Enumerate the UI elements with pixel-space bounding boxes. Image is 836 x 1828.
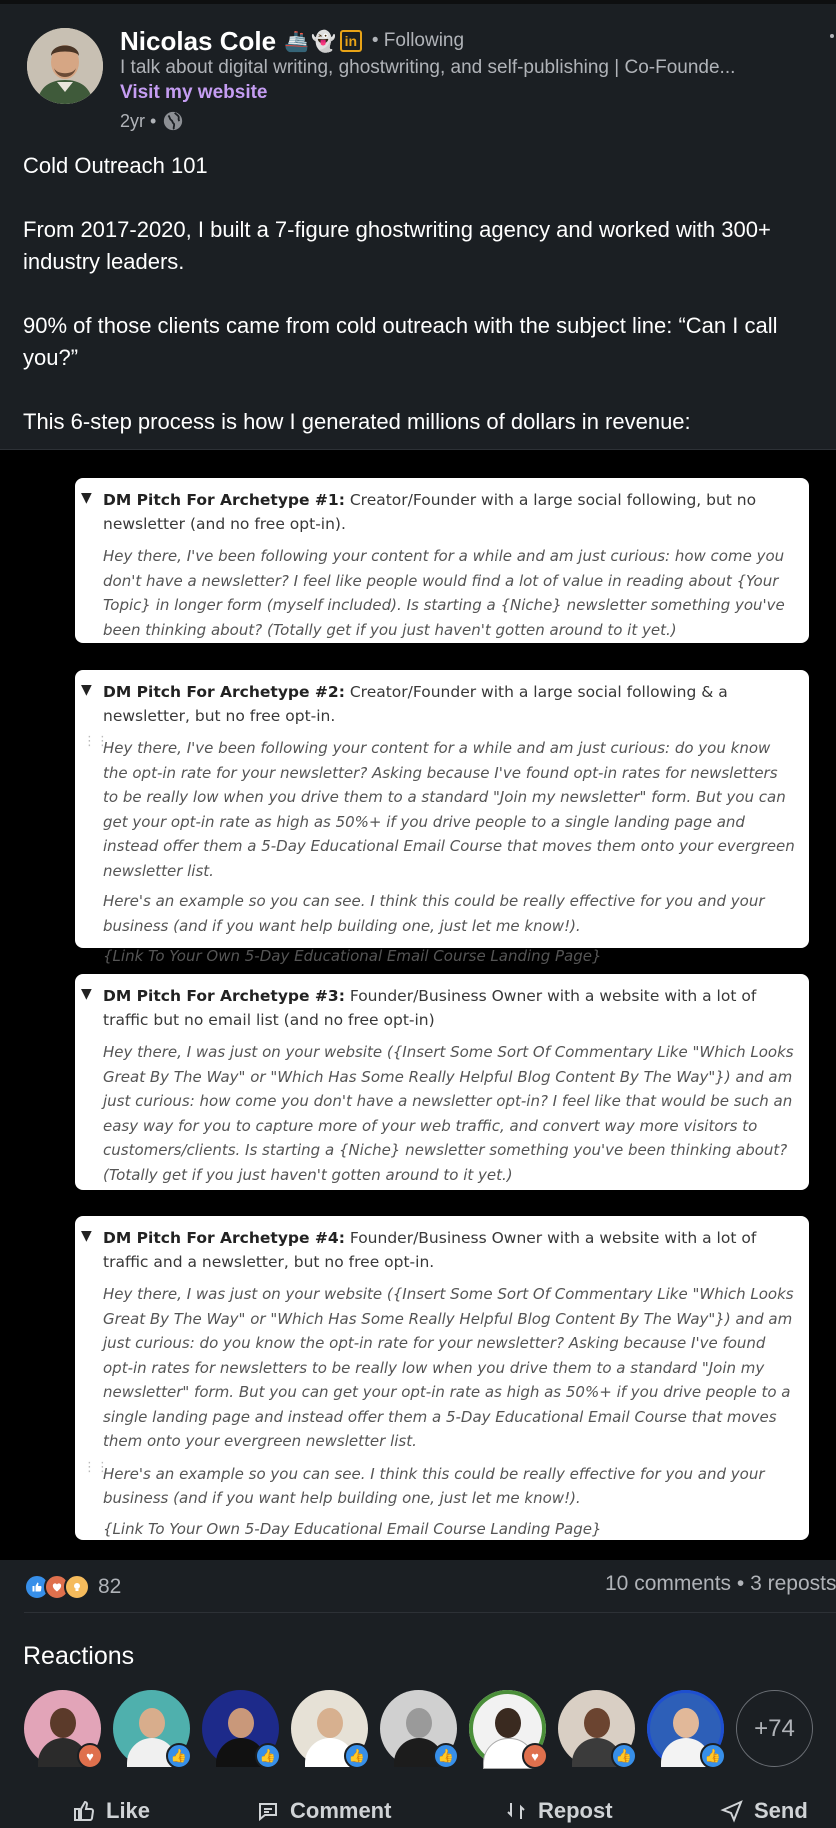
post-paragraph: This 6-step process is how I generated millions of dollars in revenue: [23, 409, 691, 434]
post-paragraph: From 2017-2020, I built a 7-figure ghostwriting agency and worked with 300+ industry leaders. [23, 217, 771, 274]
collapse-triangle-icon: ▼ [81, 682, 92, 698]
card-body: Here's an example so you can see. I think this could be really effective for you and your business (and if you want help building one, just let me know!). [103, 892, 765, 935]
action-bar [0, 1798, 836, 1828]
card-title-rest: Creator/Founder with a large social following & a newsletter, but no free opt-in. [103, 683, 728, 725]
card-title-rest: Creator/Founder with a large social following, but no newsletter (and no free opt-in). [103, 491, 757, 533]
like-badge-icon: 👍 [344, 1743, 370, 1769]
repost-button[interactable] [504, 1798, 613, 1824]
reaction-icons [24, 1574, 84, 1600]
comments-reposts-count[interactable]: 10 comments • 3 reposts [605, 1572, 836, 1595]
face-head [584, 1708, 610, 1738]
like-badge-icon: 👍 [255, 1743, 281, 1769]
repost-icon [504, 1799, 528, 1823]
card-title [103, 680, 795, 728]
reactor-avatar[interactable] [291, 1690, 368, 1767]
card-title [103, 984, 795, 1032]
face-head [495, 1708, 521, 1738]
face-head [139, 1708, 165, 1738]
card-body: Hey there, I've been following your content for a while and am just curious: do you know the opt-in rate for your newsletter? Asking because I've found opt-in rates for newsletters to be really low when you drive them to a standard "Join my newsletter" form. But you can get your opt-in rate as high as 50%+ if you drive people to a single landing page and instead offer them a 5-Day Educational Email Course that moves them onto your evergreen newsletter list. [103, 739, 795, 880]
visit-website-link[interactable]: Visit my website [120, 82, 268, 103]
reactions-heading: Reactions [23, 1642, 135, 1670]
ship-emoji: 🚢 [284, 30, 309, 53]
card-body: Here's an example so you can see. I think this could be really effective for you and your business (and if you want help building one, just let me know!). [103, 1464, 765, 1507]
author-name-row [120, 24, 464, 58]
face-head [406, 1708, 432, 1738]
globe-icon [162, 110, 184, 132]
post-paragraph: Cold Outreach 101 [23, 153, 208, 178]
card-title [103, 1226, 795, 1274]
reactor-avatar[interactable] [380, 1690, 457, 1767]
dm-pitch-card-1 [75, 478, 809, 643]
card-title-bold: DM Pitch For Archetype #2: [103, 683, 345, 701]
comment-button[interactable] [256, 1798, 391, 1824]
card-body: Hey there, I've been following your content for a while and am just curious: how come you don't have a newsletter? I feel like people would find a lot of value in reading about {Your Topic} in longer form (myself included). Is starting a {Niche} newsletter something you've been thinking about? (Totally get if you just haven't gotten around to it yet.) [103, 547, 785, 639]
card-title-rest: Founder/Business Owner with a website with a lot of traffic but no email list (and no free opt-in) [103, 987, 757, 1029]
post-meta [120, 110, 184, 132]
author-avatar[interactable] [27, 28, 103, 104]
love-badge-icon: ♥ [522, 1743, 548, 1769]
card-body: Hey there, I was just on your website ({Insert Some Sort Of Commentary Like "Which Looks Great By The Way" or "Which Has Some Really Helpful Blog Content By The Way"}) and am just curious: do you know the opt-in rate for your newsletter? Asking because I've found opt-in rates for newsletters to be really low when you drive them to a standard "Join my newsletter" form. But you can get your opt-in rate as high as 50%+ if you drive people to a single landing page and instead offer them a 5-Day Educational Email Course that moves them onto your evergreen newsletter list. [103, 1285, 794, 1450]
like-badge-icon: 👍 [700, 1743, 726, 1769]
following-status[interactable]: • Following [371, 30, 465, 51]
reactor-avatar[interactable] [558, 1690, 635, 1767]
drag-handle-icon: ⋮⋮ [83, 1460, 109, 1475]
collapse-triangle-icon: ▼ [81, 1228, 92, 1244]
like-badge-icon: 👍 [433, 1743, 459, 1769]
like-badge-icon: 👍 [166, 1743, 192, 1769]
like-label: Like [106, 1798, 151, 1823]
more-reactors-button[interactable]: +74 [736, 1690, 813, 1767]
dm-pitch-card-3 [75, 974, 809, 1190]
comment-label: Comment [290, 1798, 392, 1823]
face-head [50, 1708, 76, 1738]
face-head [317, 1708, 343, 1738]
drag-handle-icon: ⋮⋮ [83, 734, 109, 749]
author-headline: I talk about digital writing, ghostwriting, and self-publishing | Co-Founde... [120, 57, 736, 78]
love-badge-icon: ♥ [77, 1743, 103, 1769]
card-title-bold: DM Pitch For Archetype #3: [103, 987, 345, 1005]
collapse-triangle-icon: ▼ [81, 490, 92, 506]
face-head [673, 1708, 699, 1738]
like-button[interactable] [72, 1798, 150, 1824]
dm-pitch-card-2 [75, 670, 809, 965]
more-options-icon[interactable] [830, 34, 834, 38]
thumbs-up-icon [72, 1799, 96, 1823]
reactor-avatar[interactable] [24, 1690, 101, 1767]
top-bar [0, 0, 836, 4]
send-icon [720, 1799, 744, 1823]
reactor-avatar[interactable] [647, 1690, 724, 1767]
send-button[interactable] [720, 1798, 808, 1824]
card-body: {Link To Your Own 5-Day Educational Email Course Landing Page} [103, 1519, 602, 1538]
linkedin-icon: in [340, 30, 362, 52]
face-head [228, 1708, 254, 1738]
divider [24, 1612, 836, 1613]
reactor-avatar[interactable] [113, 1690, 190, 1767]
reactor-avatars [24, 1690, 813, 1767]
card-title [103, 488, 795, 536]
insightful-reaction-icon [64, 1574, 90, 1600]
author-emojis [284, 29, 336, 54]
author-name[interactable]: Nicolas Cole [120, 25, 277, 56]
reactor-avatar[interactable] [469, 1690, 546, 1767]
card-title-rest: Founder/Business Owner with a website with a lot of traffic and a newsletter, but no free opt-in. [103, 1229, 757, 1271]
card-title-bold: DM Pitch For Archetype #1: [103, 491, 345, 509]
card-title-bold: DM Pitch For Archetype #4: [103, 1229, 345, 1247]
author-photo [27, 28, 103, 104]
card-body: {Link To Your Own 5-Day Educational Email Course Landing Page} [103, 947, 602, 965]
reaction-count[interactable]: 82 [98, 1575, 122, 1598]
repost-label: Repost [538, 1798, 613, 1823]
post-image[interactable] [0, 450, 836, 1560]
like-badge-icon: 👍 [611, 1743, 637, 1769]
comment-icon [256, 1799, 280, 1823]
collapse-triangle-icon: ▼ [81, 986, 92, 1002]
ghost-emoji: 👻 [310, 30, 336, 53]
post-paragraph: 90% of those clients came from cold outreach with the subject line: “Can I call you?” [23, 313, 778, 370]
reactor-avatar[interactable] [202, 1690, 279, 1767]
post-time: 2yr • [120, 110, 157, 131]
dm-pitch-card-4 [75, 1216, 809, 1540]
card-body: Hey there, I was just on your website ({Insert Some Sort Of Commentary Like "Which Looks Great By The Way" or "Which Has Some Really Helpful Blog Content By The Way"}) and am just curious: how come you don't have a newsletter opt-in? I feel like that would be such an easy way for you to capture more of your web traffic, and convert way more visitors to customers/clients. Is starting a {Niche} newsletter something you've been thinking about? (Totally get if you just haven't gotten around to it yet.) [103, 1043, 794, 1184]
send-label: Send [754, 1798, 808, 1823]
post-body [23, 150, 833, 470]
